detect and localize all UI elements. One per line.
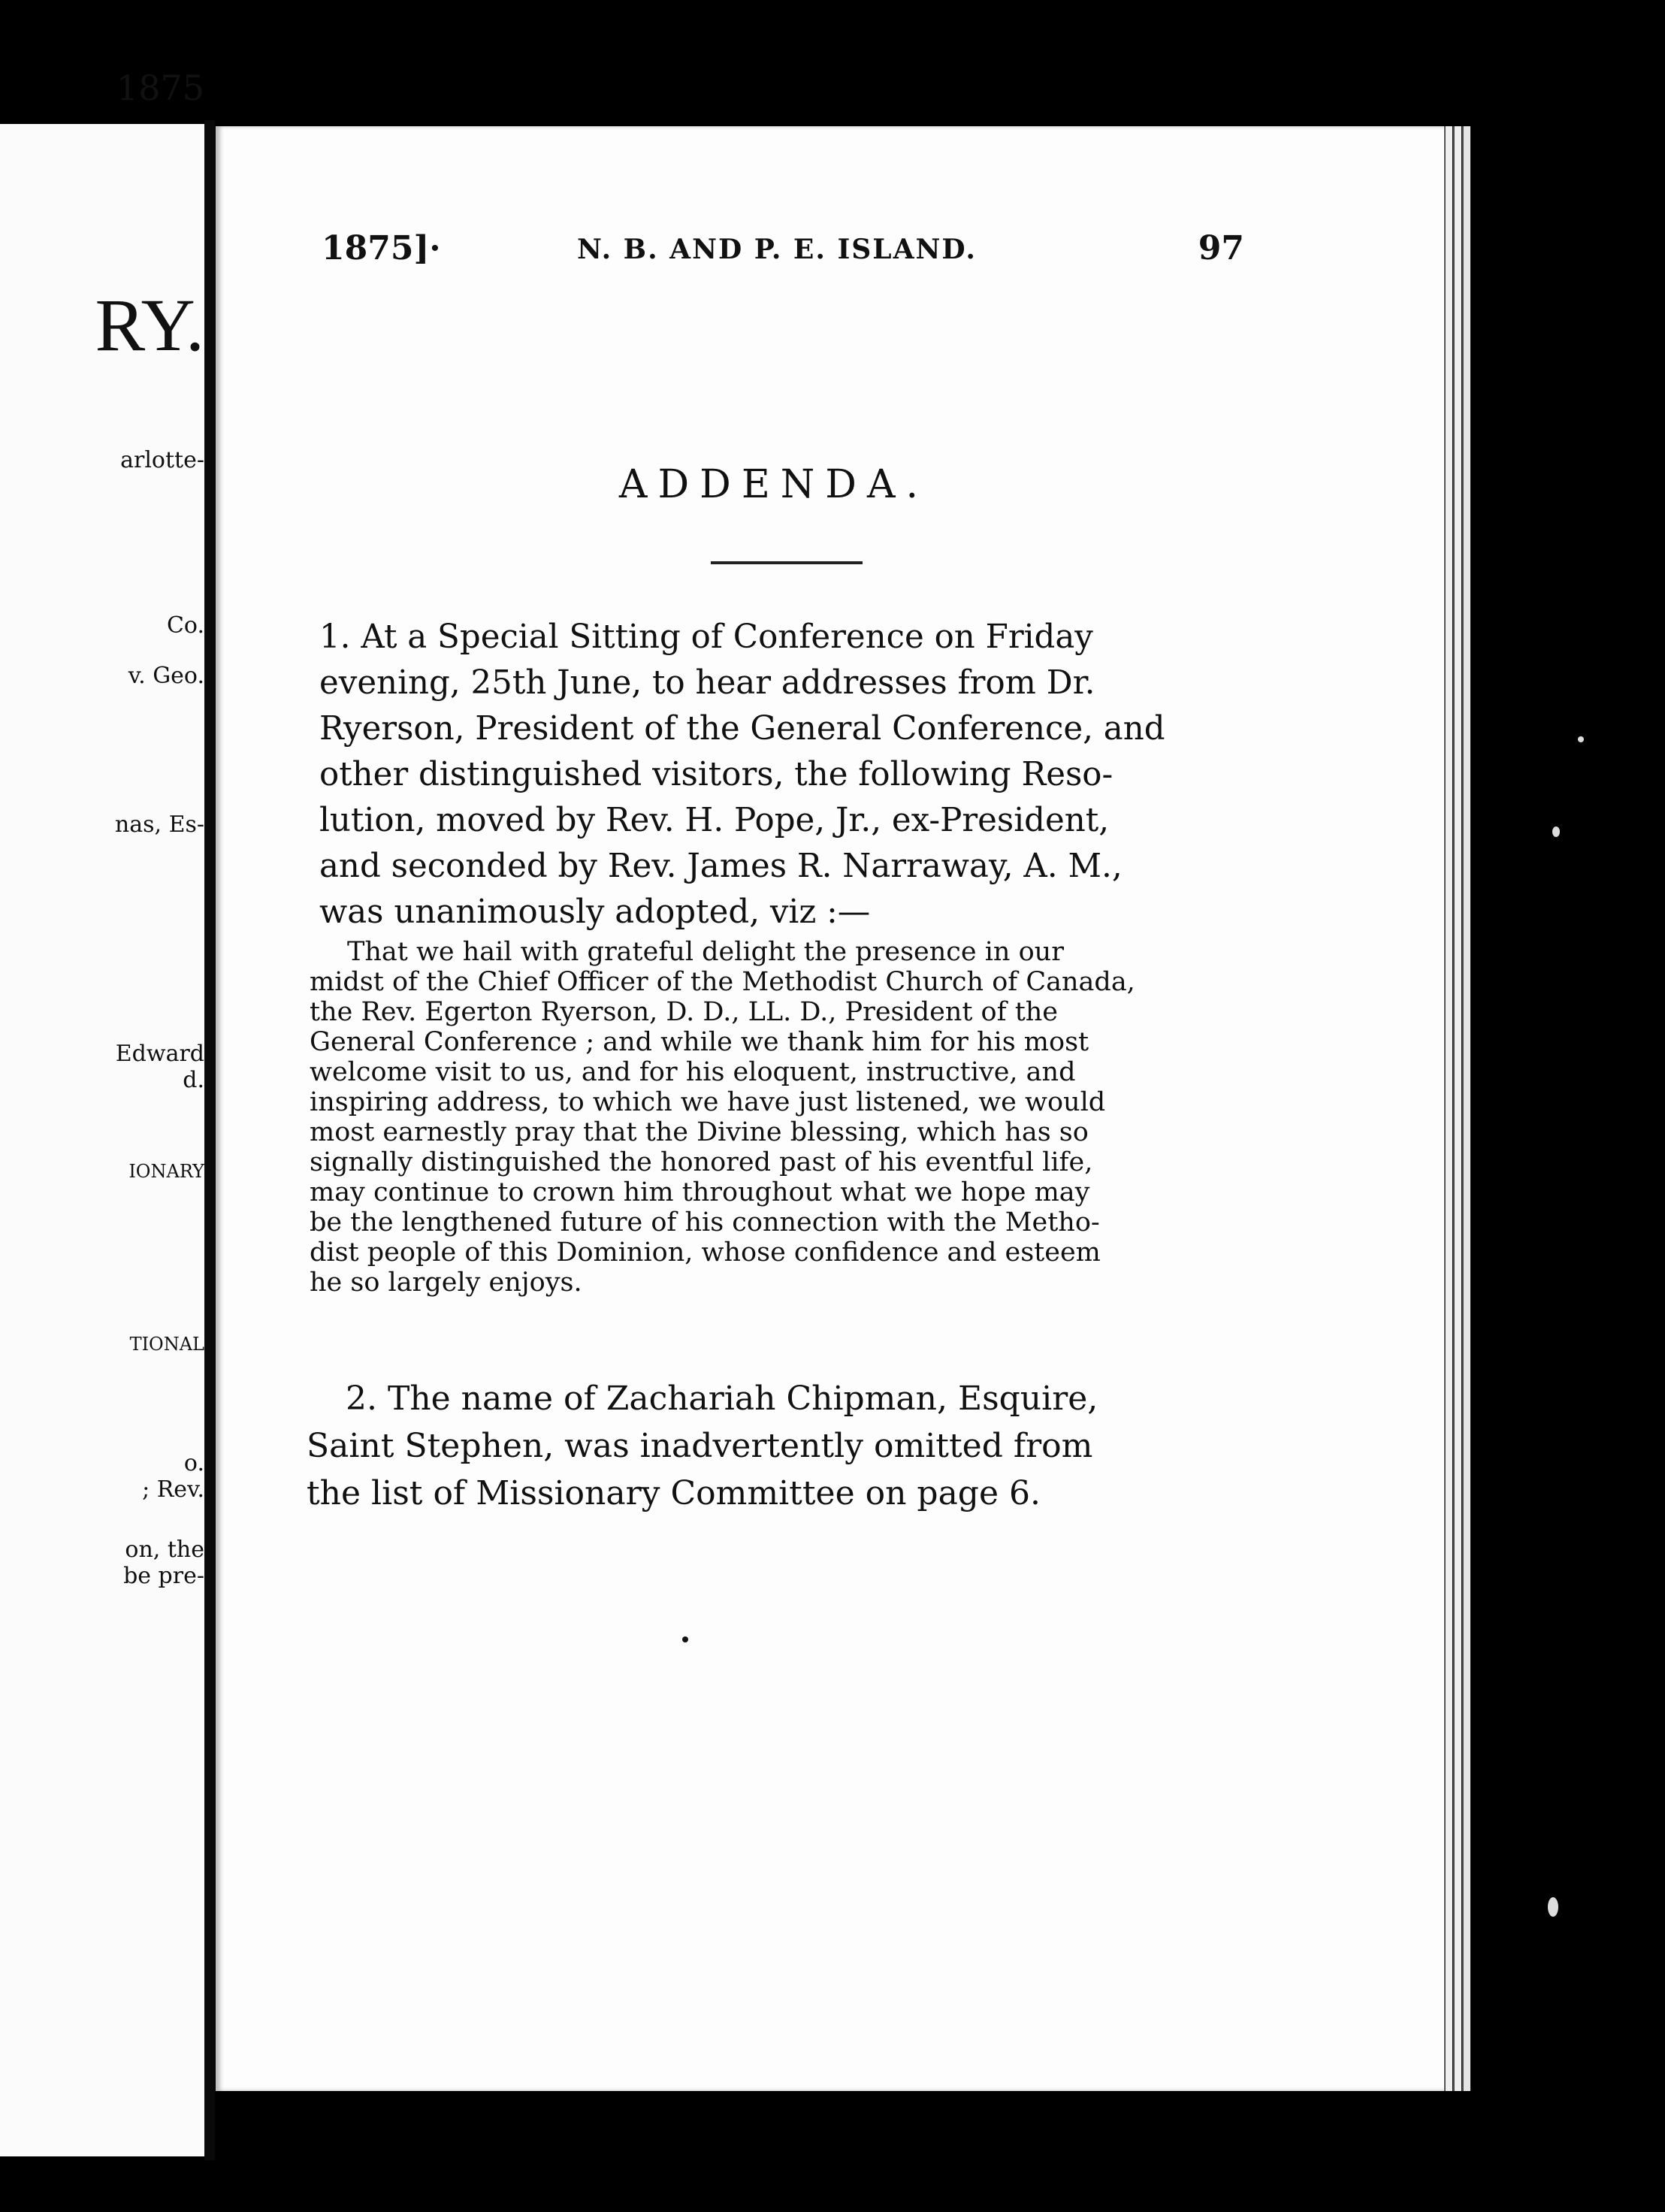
section-heading: ADDENDA. <box>618 462 929 507</box>
left-page-text: IONARY <box>128 1161 204 1182</box>
speck <box>1548 1897 1558 1917</box>
text-line: midst of the Chief Officer of the Methodist Church of Canada, <box>310 967 1135 997</box>
previous-page-fragment <box>0 68 212 2156</box>
heading-rule <box>711 561 863 564</box>
text-line: the list of Missionary Committee on page 6. <box>307 1474 1041 1512</box>
text-line: 1. At a Special Sitting of Conference on Friday <box>319 618 1093 656</box>
text-line: That we hail with grateful delight the presence in our <box>347 937 1064 967</box>
left-page-text: v. Geo. <box>128 663 204 689</box>
ink-dot <box>682 1636 688 1642</box>
speck <box>1552 826 1560 837</box>
text-line: signally distinguished the honored past of his eventful life, <box>310 1147 1093 1177</box>
text-line: was unanimously adopted, viz :— <box>319 893 871 931</box>
text-line: the Rev. Egerton Ryerson, D. D., LL. D., President of the <box>310 997 1059 1027</box>
text-line: lution, moved by Rev. H. Pope, Jr., ex-President, <box>319 802 1110 839</box>
page-number: 97 <box>1198 229 1244 267</box>
left-page-text: TIONAL <box>129 1334 204 1355</box>
left-page-text: Edward <box>115 1041 204 1067</box>
text-line: most earnestly pray that the Divine blessing, which has so <box>310 1117 1089 1147</box>
left-page-text: 1875 <box>116 68 204 108</box>
left-page-text: arlotte- <box>120 447 204 473</box>
text-line: may continue to crown him throughout what we hope may <box>310 1177 1090 1207</box>
page-edge <box>1462 126 1470 2091</box>
text-line: be the lengthened future of his connection with the Metho- <box>310 1207 1100 1237</box>
resolution-text <box>310 937 1135 1298</box>
running-head <box>322 229 1244 282</box>
page-edge <box>1444 126 1452 2091</box>
text-line: evening, 25th June, to hear addresses from Dr. <box>319 664 1095 702</box>
text-line: dist people of this Dominion, whose confidence and esteem <box>310 1237 1101 1268</box>
text-line: he so largely enjoys. <box>310 1268 582 1298</box>
running-head-title: N. B. AND P. E. ISLAND. <box>577 234 977 265</box>
left-page-text: o. <box>183 1450 204 1476</box>
left-page-text: be pre- <box>123 1563 204 1589</box>
left-page-text: RY. <box>95 283 204 367</box>
speck <box>1578 736 1584 742</box>
text-line: 2. The name of Zachariah Chipman, Esquire, <box>346 1379 1098 1418</box>
text-line: and seconded by Rev. James R. Narraway, A. M., <box>319 848 1123 885</box>
text-line: General Conference ; and while we thank him for his most <box>310 1027 1089 1057</box>
left-page-text: ; Rev. <box>142 1476 204 1503</box>
left-page-text: Co. <box>166 612 204 639</box>
left-page-text: on, the <box>125 1537 204 1563</box>
addendum-paragraph-1 <box>319 615 1165 935</box>
text-line: welcome visit to us, and for his eloquent, instructive, and <box>310 1057 1076 1087</box>
page-edge <box>1453 126 1461 2091</box>
book-gutter <box>204 120 215 2160</box>
text-line: other distinguished visitors, the following Reso- <box>319 756 1114 793</box>
left-page-text: nas, Es- <box>114 811 204 838</box>
text-line: inspiring address, to which we have just listened, we would <box>310 1087 1106 1117</box>
addendum-paragraph-2 <box>307 1375 1098 1517</box>
left-page-text: d. <box>183 1067 204 1093</box>
text-line: Saint Stephen, was inadvertently omitted from <box>307 1427 1093 1465</box>
running-head-year: 1875]· <box>322 229 441 267</box>
text-line: Ryerson, President of the General Conference, and <box>319 710 1165 748</box>
